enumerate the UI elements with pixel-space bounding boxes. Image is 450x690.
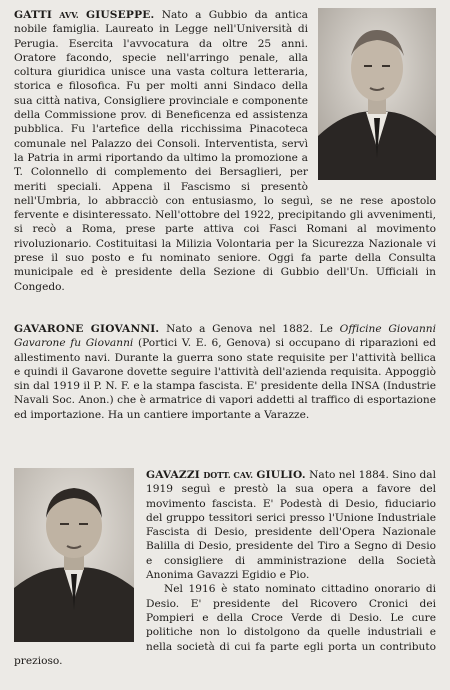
entry-gatti-text: Nato a Gubbio da antica nobile famiglia. Laureato in Legge nell'Università di Perugia. Esercita l'avvocatura da oltre 25 anni. Oratore facondo, specie nell'arringo penale, alla coltura giuridica unisce una vasta coltura letteraria, storica e filosofica. Fu per molti anni Sindaco della sua città nativa, Consigliere provinciale e componente della Commissione prov. di Beneficenza ed assistenza pubblica. Fu l'artefice della ricchissima Pinacoteca comunale nel Palazzo dei Consoli. Interventista, servì la Patria in armi riportando da ultimo la promozione a T. Colonnello di complemento dei Bersaglieri, per meriti speciali. Appena il Fascismo si presentò nell'Umbria, lo abbracciò con entusiasmo, lo seguì, se ne rese apostolo fervente e disinteressato. Nell'ottobre del 1922, precipitando gli avvenimenti, si recò a Roma, prese parte attiva coi Fasci Romani al movimento rivoluzionario. Costituitasi la Milizia Volontaria per la Sicurezza Nazionale vi prese il suo posto e fu nominato seniore. Oggi fa parte della Consulta municipale ed è presidente della Sezione di Gubbio dell'Un. Ufficiali in Congedo. (14, 9, 436, 293)
entry-gavazzi (14, 468, 436, 668)
portrait-gatti (318, 8, 436, 180)
entry-gavarone (14, 322, 436, 422)
entry-gatti (14, 8, 436, 294)
entry-gavarone-text-a: Nato a Genova nel 1882. Le (166, 323, 340, 335)
portrait-gatti-image (318, 8, 436, 180)
entry-gavazzi-text2: Nel 1916 è stato nominato cittadino onorario di Desio. E' presidente del Ricovero Cronici dei Pompieri e della Croce Verde di Desio. Le cure politiche non lo distolgono da quelle industriali e nella società di cui fa parte egli porta un contributo prezioso. (14, 583, 436, 667)
entry-gavarone-text-b: (Portici V. E. 6, Genova) si occupano di riparazioni ed allestimento navi. Durante la guerra sono state requisite per l'attività bellica e quindi il Gavarone dovette seguire l'attività dell'azienda requisita. Appoggiò sin dal 1919 il P. N. F. e la stampa fascista. E' presidente della INSA (Industrie Navali Soc. Anon.) che è armatrice di vapori addetti al traffico di esportazione ed importazione. Ha un cantiere importante a Varazze. (14, 337, 437, 421)
entry-gavazzi-surname: GAVAZZI (146, 469, 200, 481)
entry-gatti-firstname: GIUSEPPE. (85, 9, 155, 21)
entry-gavarone-name: GAVARONE GIOVANNI. (14, 323, 160, 335)
entry-gatti-surname: GATTI (14, 9, 53, 21)
portrait-gavazzi (14, 468, 134, 642)
portrait-gavazzi-image (14, 468, 134, 642)
entry-gavazzi-firstname: GIULIO. (256, 469, 306, 481)
entry-gavazzi-title: DOTT. CAV. (203, 470, 253, 480)
entry-gavarone-company: Officine Giovanni Gavarone fu Giovanni (14, 323, 436, 350)
entry-gatti-title: AVV. (59, 10, 79, 20)
entry-gavazzi-text: Nato nel 1884. Sino dal 1919 seguì e prestò la sua opera a favore del movimento fascista. E' Podestà di Desio, fiduciario del gruppo tessitori serici presso l'Unione Industriale Fascista di Desio, presidente dell'Opera Nazionale Balilla di Desio, presidente del Tiro a Segno di Desio e consigliere di amministrazione della Società Anonima Gavazzi Egidio e Pio. (146, 469, 437, 582)
